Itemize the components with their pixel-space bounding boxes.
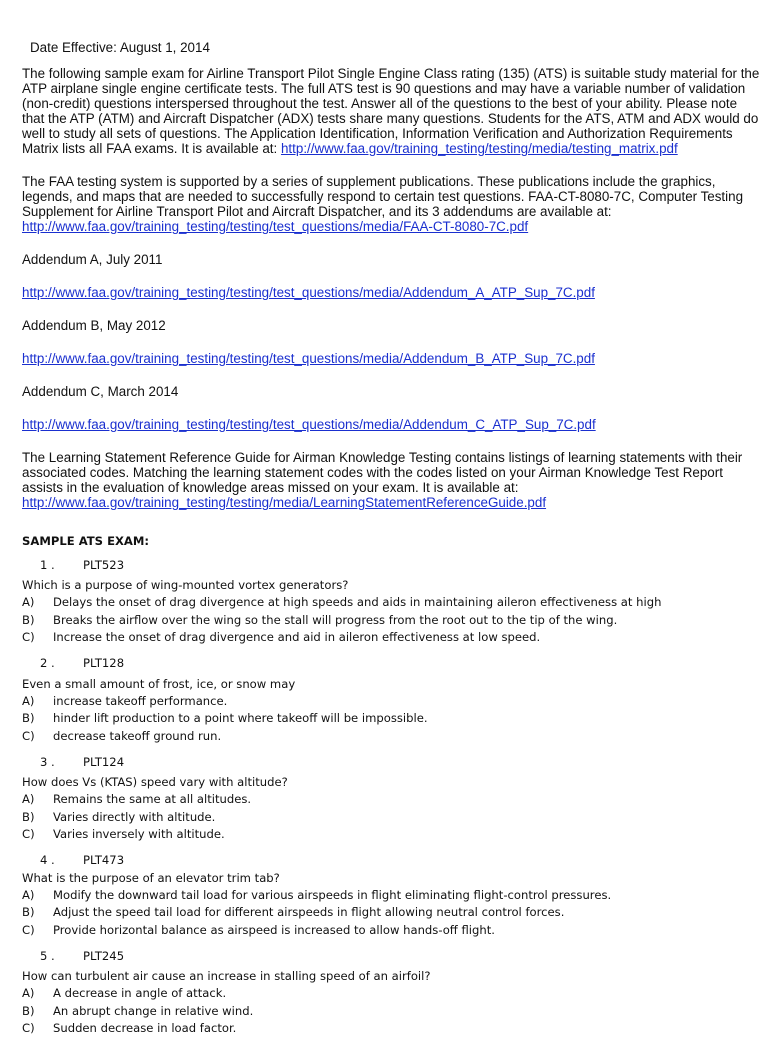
option-text: Provide horizontal balance as airspeed is increased to allow hands-off flight.	[53, 922, 495, 937]
answer-option	[22, 710, 762, 728]
addendum-b-link[interactable]: http://www.faa.gov/training_testing/testing/test_questions/media/Addendum_B_ATP_Sup_7C.pdf	[22, 351, 595, 366]
addendum-c-label: Addendum C, March 2014	[22, 384, 179, 399]
question-header	[40, 655, 762, 672]
option-text: increase takeoff performance.	[53, 693, 228, 708]
question-text: What is the purpose of an elevator trim tab?	[22, 870, 280, 885]
option-label: C)	[22, 1021, 35, 1035]
question-header	[40, 753, 762, 770]
option-label: A)	[22, 887, 35, 902]
option-label: A)	[22, 986, 35, 1000]
option-label: B)	[22, 1003, 35, 1018]
question-code: PLT523	[83, 557, 125, 572]
question-text: Even a small amount of frost, ice, or snow may	[22, 676, 296, 691]
question-code: PLT245	[83, 948, 125, 963]
intro-paragraph-1	[22, 66, 762, 156]
answer-option	[22, 826, 762, 844]
answer-option	[22, 791, 762, 809]
option-label: C)	[22, 827, 35, 841]
question-number: 4 .	[40, 853, 55, 867]
testing-matrix-link[interactable]: http://www.faa.gov/training_testing/testing/media/testing_matrix.pdf	[280, 141, 678, 156]
option-text: Remains the same at all altitudes.	[53, 792, 252, 806]
option-text: Varies directly with altitude.	[53, 809, 216, 824]
option-text: Varies inversely with altitude.	[53, 827, 225, 841]
option-label: B)	[22, 612, 35, 627]
option-label: B)	[22, 711, 35, 725]
option-label: A)	[22, 792, 35, 806]
answer-option	[22, 594, 762, 612]
addendum-a-line	[22, 285, 762, 300]
question-header	[40, 556, 762, 573]
exam-title: SAMPLE ATS EXAM:	[22, 534, 150, 548]
question-code: PLT124	[83, 754, 125, 769]
answer-option	[22, 985, 762, 1003]
question-number: 5 .	[40, 948, 55, 963]
answer-option	[22, 1003, 762, 1021]
answer-option	[22, 809, 762, 827]
question-code: PLT473	[83, 853, 125, 867]
option-text: Delays the onset of drag divergence at high speeds and aids in maintaining aileron effectiveness at high	[53, 595, 662, 609]
option-text: decrease takeoff ground run.	[53, 728, 222, 743]
answer-option	[22, 612, 762, 630]
option-text: Breaks the airflow over the wing so the stall will progress from the root out to the tip of the wing.	[53, 612, 618, 627]
question-block	[22, 852, 762, 940]
question-text: How does Vs (KTAS) speed vary with altitude?	[22, 775, 288, 789]
addendum-b-line	[22, 351, 762, 366]
question-text: Which is a purpose of wing-mounted vortex generators?	[22, 578, 349, 592]
option-label: C)	[22, 922, 35, 937]
option-text: Increase the onset of drag divergence and aid in aileron effectiveness at low speed.	[53, 630, 541, 644]
question-header	[40, 852, 762, 869]
question-text: How can turbulent air cause an increase in stalling speed of an airfoil?	[22, 969, 431, 983]
option-label: B)	[22, 809, 35, 824]
option-text: hinder lift production to a point where takeoff will be impossible.	[53, 711, 428, 725]
answer-option	[22, 904, 762, 922]
answer-option	[22, 629, 762, 647]
answer-option	[22, 693, 762, 711]
question-header	[40, 947, 762, 964]
option-label: B)	[22, 905, 35, 919]
answer-option	[22, 728, 762, 746]
question-block	[22, 556, 762, 647]
option-text: An abrupt change in relative wind.	[53, 1003, 254, 1018]
intro-paragraph-2	[22, 174, 762, 234]
addendum-c-line	[22, 417, 762, 432]
answer-option	[22, 887, 762, 905]
question-list	[22, 556, 762, 1038]
addendum-b-label: Addendum B, May 2012	[22, 318, 166, 333]
intro-paragraph-3	[22, 450, 762, 510]
option-text: Modify the downward tail load for various airspeeds in flight eliminating flight-control pressures.	[53, 887, 612, 902]
addendum-c-link[interactable]: http://www.faa.gov/training_testing/testing/test_questions/media/Addendum_C_ATP_Sup_7C.pdf	[22, 417, 596, 432]
answer-option	[22, 1020, 762, 1038]
question-block	[22, 753, 762, 844]
option-text: A decrease in angle of attack.	[53, 986, 227, 1000]
option-text: Adjust the speed tail load for different airspeeds in flight allowing neutral control forces.	[53, 905, 565, 919]
question-number: 2 .	[40, 656, 55, 670]
answer-option	[22, 922, 762, 940]
option-text: Sudden decrease in load factor.	[53, 1021, 237, 1035]
option-label: C)	[22, 728, 35, 743]
addendum-a-label: Addendum A, July 2011	[22, 252, 163, 267]
question-code: PLT128	[83, 656, 125, 670]
document-page	[22, 40, 762, 1046]
addendum-a-link[interactable]: http://www.faa.gov/training_testing/testing/test_questions/media/Addendum_A_ATP_Sup_7C.pdf	[22, 285, 595, 300]
intro-paragraph-3-text: The Learning Statement Reference Guide for Airman Knowledge Testing contains listings of learning statements with their associated codes. Matching the learning statement codes with the codes listed on your Airman Knowledge Test Report assists in the evaluation of knowledge areas missed on your exam. It is available at:	[22, 450, 743, 495]
question-number: 3 .	[40, 754, 55, 769]
question-block	[22, 655, 762, 746]
date-effective: Date Effective: August 1, 2014	[30, 40, 210, 55]
learning-guide-link[interactable]: http://www.faa.gov/training_testing/testing/media/LearningStatementReferenceGuide.pdf	[22, 495, 547, 510]
supplement-link[interactable]: http://www.faa.gov/training_testing/testing/test_questions/media/FAA-CT-8080-7C.pdf	[22, 219, 529, 234]
option-label: C)	[22, 630, 35, 644]
option-label: A)	[22, 595, 35, 609]
intro-paragraph-1-text: The following sample exam for Airline Transport Pilot Single Engine Class rating (135) (ATS) is suitable study material for the ATP airplane single engine certificate tests. The full ATS test is 90 questions and may have a variable number of validation (non-credit) questions interspersed throughout the test. Answer all of the questions to the best of your ability. Please note that the ATP (ATM) and Aircraft Dispatcher (ADX) tests share many questions. Students for the ATS, ATM and ADX would do well to study all sets of questions. The Application Identification, Information Verification and Authorization Requirements Matrix lists all FAA exams. It is available at:	[22, 66, 760, 156]
option-label: A)	[22, 693, 35, 708]
intro-paragraph-2-text: The FAA testing system is supported by a series of supplement publications. These publications include the graphics, legends, and maps that are needed to successfully respond to certain test questions. FAA-CT-8080-7C, Computer Testing Supplement for Airline Transport Pilot and Aircraft Dispatcher, and its 3 addendums are available at:	[22, 174, 744, 219]
question-number: 1 .	[40, 557, 55, 572]
